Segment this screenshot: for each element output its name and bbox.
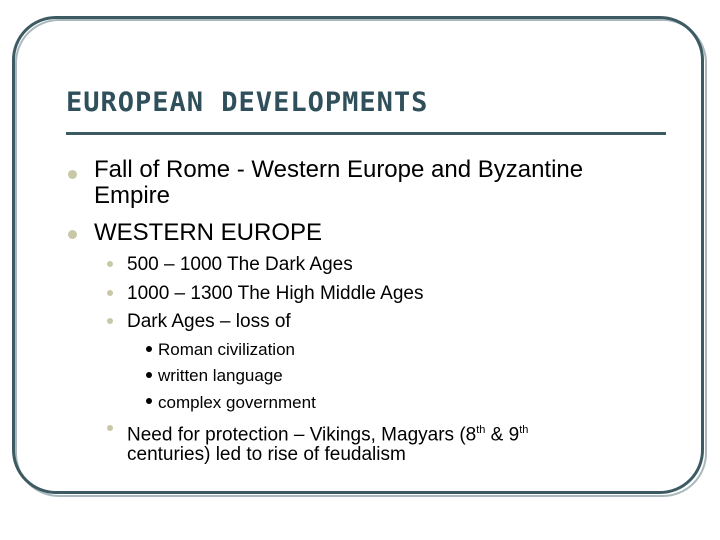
sub-bullet-item: 500 – 1000 The Dark Ages [127, 254, 353, 275]
sub-bullet-item: 1000 – 1300 The High Middle Ages [127, 283, 424, 304]
bullet-text: WESTERN EUROPE [94, 219, 323, 246]
sub-sub-bullet-item: written language [158, 366, 283, 385]
sub-bullet-text-part1: Need for protection – Vikings, Magyars (8 [127, 424, 477, 446]
sub-sub-bullet-dot [146, 398, 152, 404]
sub-bullet-item: Dark Ages – loss of [127, 311, 291, 332]
sub-bullet-text-part2: & 9 [485, 424, 520, 446]
sub-bullet-dot [107, 290, 113, 296]
superscript: th [519, 424, 529, 436]
sub-bullet-dot [107, 318, 113, 324]
sub-sub-bullet-item: Roman civilization [158, 340, 295, 359]
sub-bullet-dot [107, 425, 113, 431]
sub-bullet-continuation: centuries) led to rise of feudalism [127, 444, 406, 465]
sub-bullet-item [127, 419, 528, 446]
bullet-text: Fall of Rome - Western Europe and Byzantine Empire [94, 156, 584, 209]
sub-sub-bullet-dot [146, 372, 152, 378]
slide-title: EUROPEAN DEVELOPMENTS [66, 87, 429, 118]
superscript: th [476, 424, 486, 436]
sub-sub-bullet-item: complex government [158, 393, 316, 412]
bullet-dot [68, 230, 77, 239]
sub-bullet-dot [107, 261, 113, 267]
bullet-dot [68, 170, 77, 179]
title-underline [66, 132, 666, 135]
sub-sub-bullet-dot [146, 346, 152, 352]
